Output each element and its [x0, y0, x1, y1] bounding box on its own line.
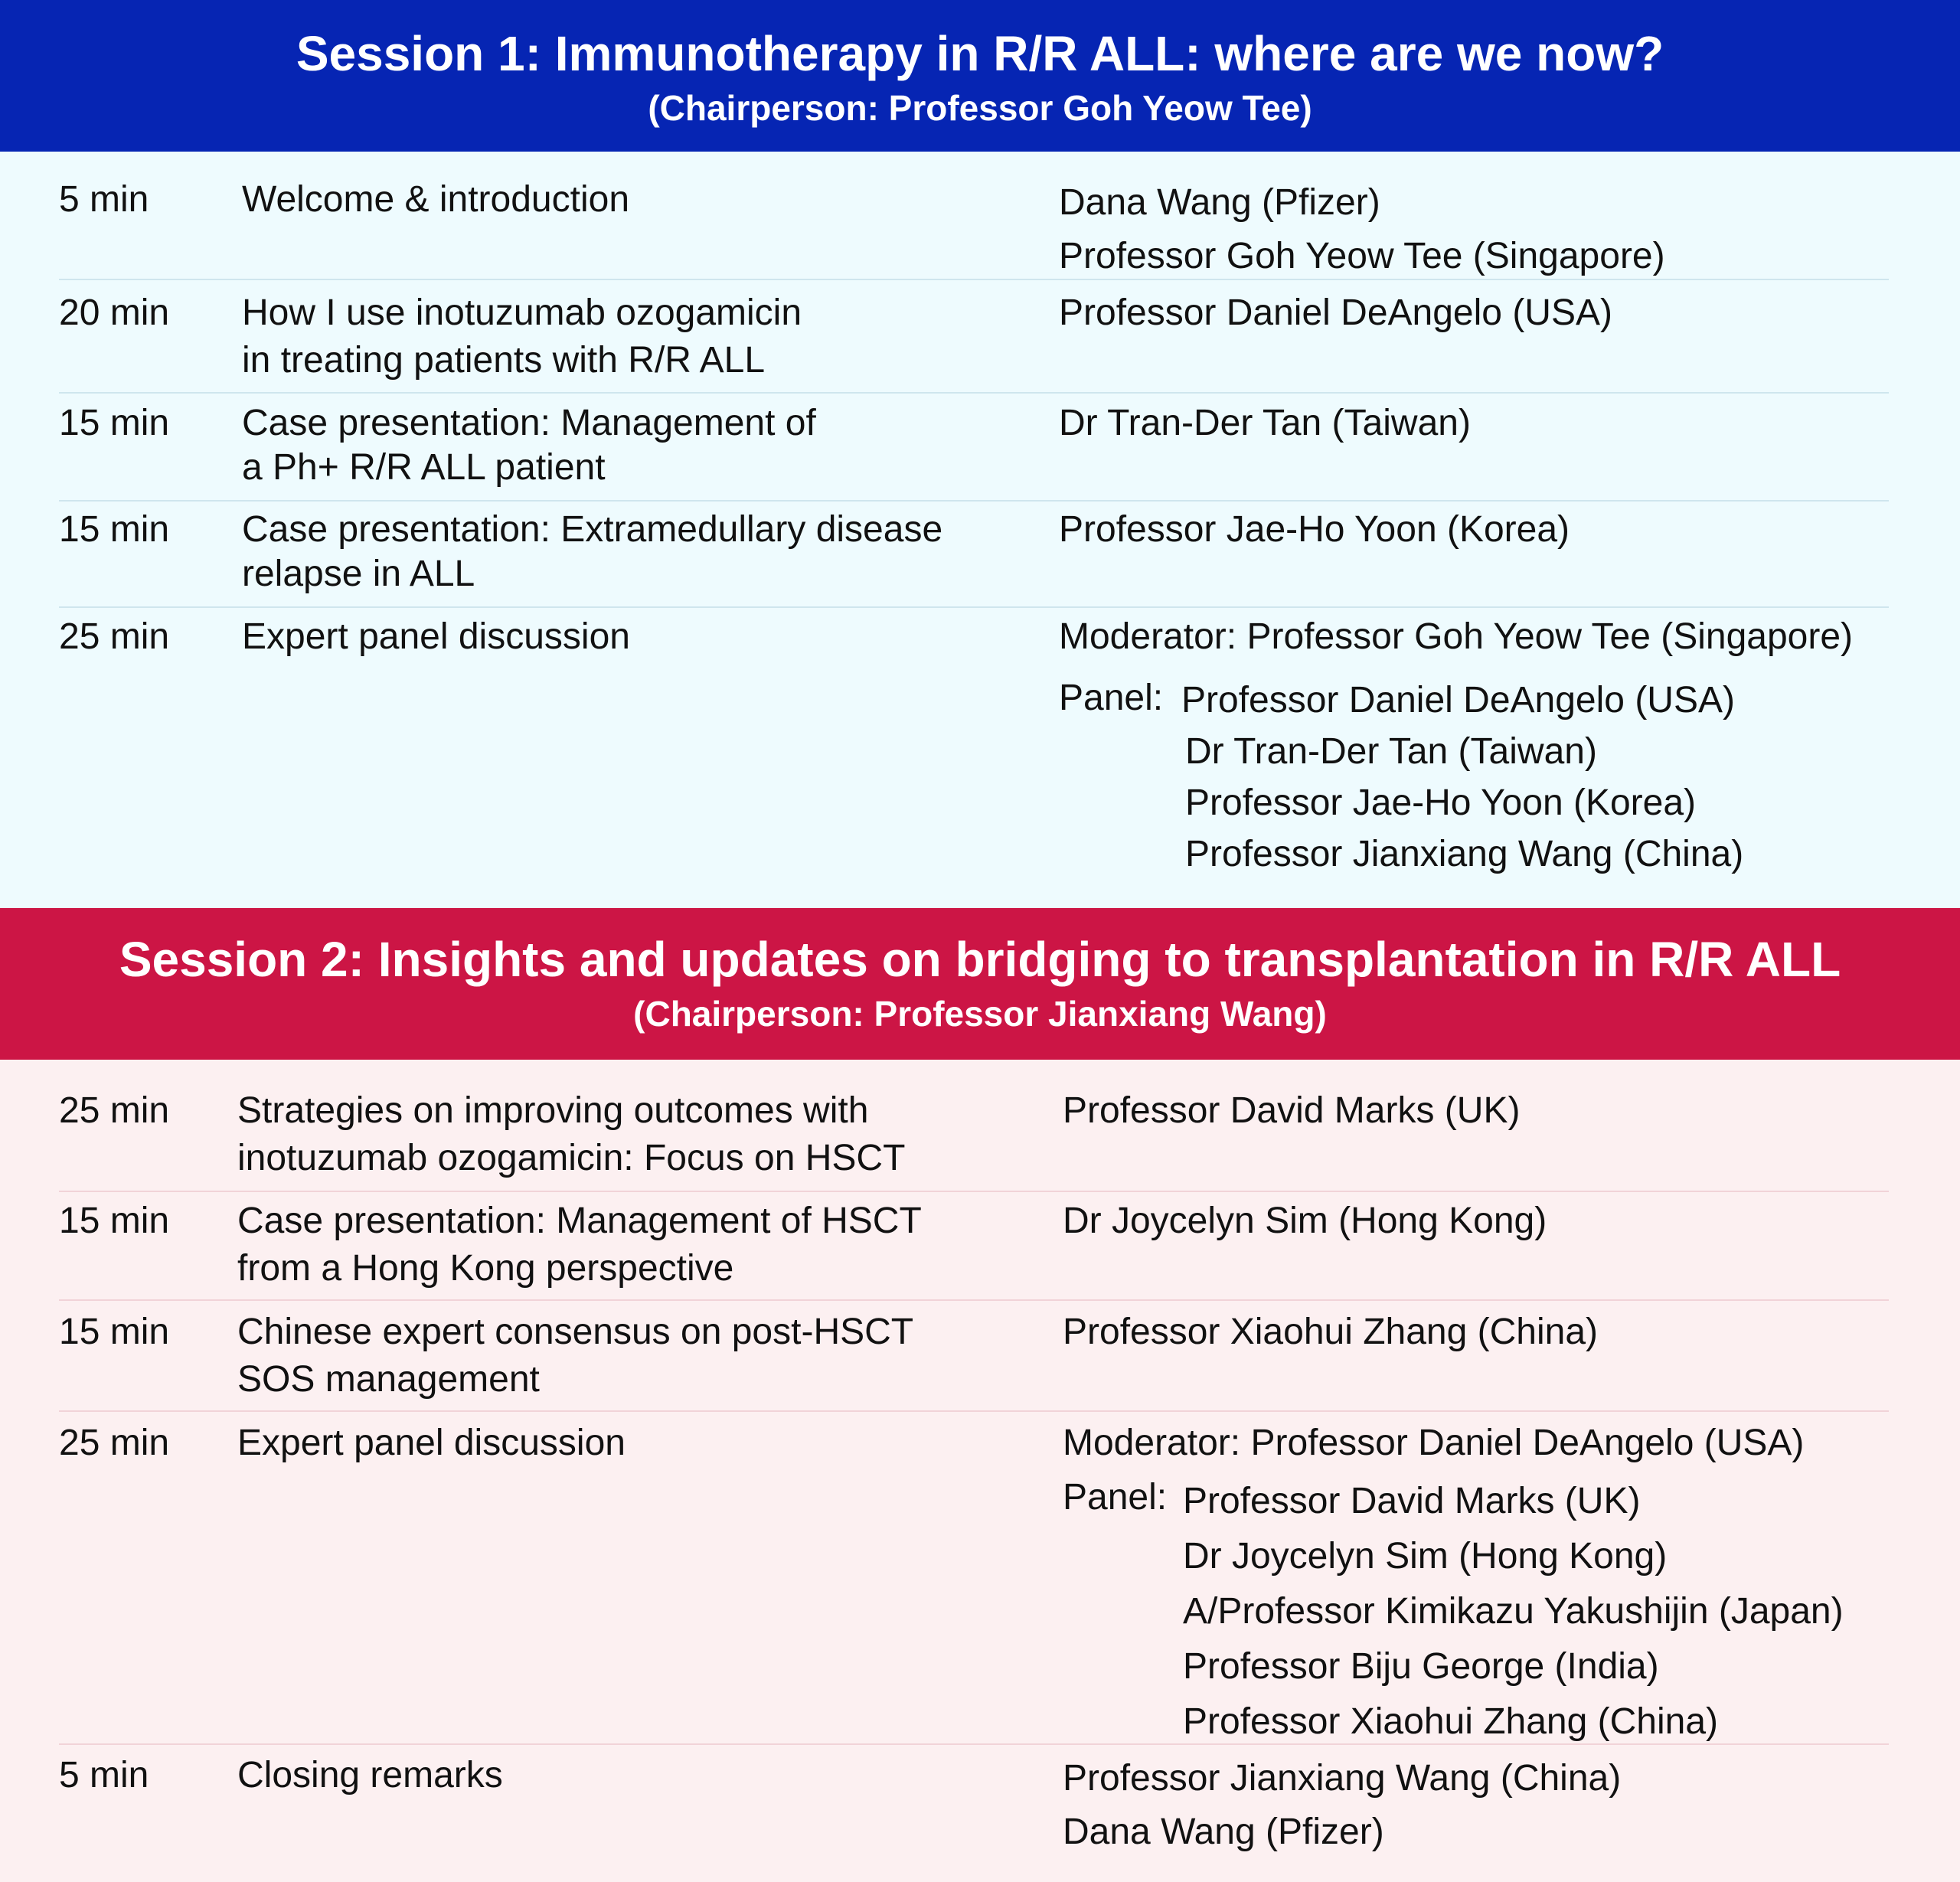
moderator: Moderator: Professor Daniel DeAngelo (USA) — [1063, 1423, 1805, 1463]
duration: 15 min — [59, 509, 170, 550]
speakers — [1059, 176, 1665, 283]
speakers — [1059, 289, 1612, 337]
topic — [242, 401, 816, 490]
speaker: Professor Xiaohui Zhang (China) — [1063, 1312, 1599, 1352]
panel-members — [1183, 1474, 1844, 1750]
topic — [242, 289, 802, 384]
row-divider — [59, 392, 1889, 394]
moderator: Moderator: Professor Goh Yeow Tee (Singapore) — [1059, 616, 1854, 657]
panel-members — [1181, 675, 1735, 726]
speaker: Professor Jae-Ho Yoon (Korea) — [1059, 509, 1570, 550]
topic-line: from a Hong Kong perspective — [237, 1248, 734, 1289]
panelist: Professor Xiaohui Zhang (China) — [1183, 1701, 1719, 1742]
duration: 25 min — [59, 1423, 170, 1463]
topic — [237, 1752, 503, 1799]
speaker: Professor Daniel DeAngelo (USA) — [1059, 292, 1612, 333]
topic — [237, 1087, 905, 1182]
topic — [242, 613, 630, 661]
session-1-title: Session 1: Immunotherapy in R/R ALL: where are we now? — [296, 26, 1664, 81]
topic-line: Case presentation: Extramedullary disease — [242, 509, 943, 550]
topic-line: SOS management — [237, 1359, 540, 1400]
topic-line: Expert panel discussion — [237, 1423, 626, 1463]
session-1-chairperson: (Chairperson: Professor Goh Yeow Tee) — [648, 88, 1312, 128]
speakers — [1059, 508, 1570, 552]
session-2-chairperson: (Chairperson: Professor Jianxiang Wang) — [633, 994, 1327, 1034]
topic-line: How I use inotuzumab ozogamicin — [242, 292, 802, 333]
session-2-title: Session 2: Insights and updates on bridging to transplantation in R/R ALL — [119, 932, 1841, 987]
topic — [242, 508, 942, 596]
topic — [237, 1420, 626, 1467]
session-1-agenda — [0, 152, 1960, 908]
row-divider — [59, 279, 1889, 280]
topic-line: Strategies on improving outcomes with — [237, 1090, 869, 1131]
speaker: Professor Jianxiang Wang (China) — [1063, 1758, 1622, 1799]
topic-line: Chinese expert consensus on post-HSCT — [237, 1312, 914, 1352]
topic — [237, 1309, 913, 1403]
speaker: Professor Goh Yeow Tee (Singapore) — [1059, 236, 1665, 276]
row-divider — [59, 606, 1889, 608]
topic-line: relapse in ALL — [242, 554, 475, 594]
topic-line: a Ph+ R/R ALL patient — [242, 447, 606, 488]
duration: 5 min — [59, 179, 149, 220]
duration: 20 min — [59, 292, 170, 333]
speakers — [1063, 1309, 1598, 1356]
panelist: Professor Biju George (India) — [1183, 1646, 1659, 1687]
panelist: Professor Daniel DeAngelo (USA) — [1181, 680, 1735, 720]
panelist: A/Professor Kimikazu Yakushijin (Japan) — [1183, 1591, 1844, 1632]
topic-line: Closing remarks — [237, 1755, 503, 1795]
panelist: Professor David Marks (UK) — [1183, 1481, 1641, 1521]
speakers — [1063, 1087, 1520, 1135]
session-2-agenda — [0, 1060, 1960, 1882]
speaker: Professor David Marks (UK) — [1063, 1090, 1521, 1131]
speaker: Dr Joycelyn Sim (Hong Kong) — [1063, 1201, 1547, 1241]
panel-label: Panel: — [1063, 1477, 1168, 1518]
panel-members-cont — [1185, 726, 1743, 880]
duration: 15 min — [59, 1201, 170, 1241]
topic-line: Expert panel discussion — [242, 616, 630, 657]
duration: 25 min — [59, 616, 170, 657]
topic-line: Case presentation: Management of HSCT — [237, 1201, 922, 1241]
topic — [237, 1197, 922, 1292]
duration: 25 min — [59, 1090, 170, 1131]
panelist: Professor Jianxiang Wang (China) — [1185, 834, 1744, 874]
topic-line: in treating patients with R/R ALL — [242, 340, 766, 381]
row-divider — [59, 500, 1889, 502]
speakers — [1063, 1197, 1547, 1245]
speaker: Dana Wang (Pfizer) — [1063, 1812, 1384, 1852]
panelist: Dr Tran-Der Tan (Taiwan) — [1185, 731, 1597, 772]
session-2-header — [0, 908, 1960, 1060]
topic-line: Case presentation: Management of — [242, 403, 816, 443]
session-1-header — [0, 0, 1960, 152]
panelist: Professor Jae-Ho Yoon (Korea) — [1185, 783, 1697, 823]
panelist: Dr Joycelyn Sim (Hong Kong) — [1183, 1536, 1668, 1577]
speakers — [1063, 1752, 1621, 1859]
duration: 5 min — [59, 1755, 149, 1795]
topic-line: Welcome & introduction — [242, 179, 630, 220]
topic-line: inotuzumab ozogamicin: Focus on HSCT — [237, 1138, 906, 1178]
speaker: Dr Tran-Der Tan (Taiwan) — [1059, 403, 1471, 443]
duration: 15 min — [59, 1312, 170, 1352]
speaker: Dana Wang (Pfizer) — [1059, 182, 1380, 223]
panel-label: Panel: — [1059, 678, 1164, 718]
row-divider — [59, 1743, 1889, 1745]
row-divider — [59, 1299, 1889, 1301]
row-divider — [59, 1191, 1889, 1192]
row-divider — [59, 1410, 1889, 1412]
speakers — [1059, 401, 1471, 446]
duration: 15 min — [59, 403, 170, 443]
topic — [242, 176, 629, 224]
